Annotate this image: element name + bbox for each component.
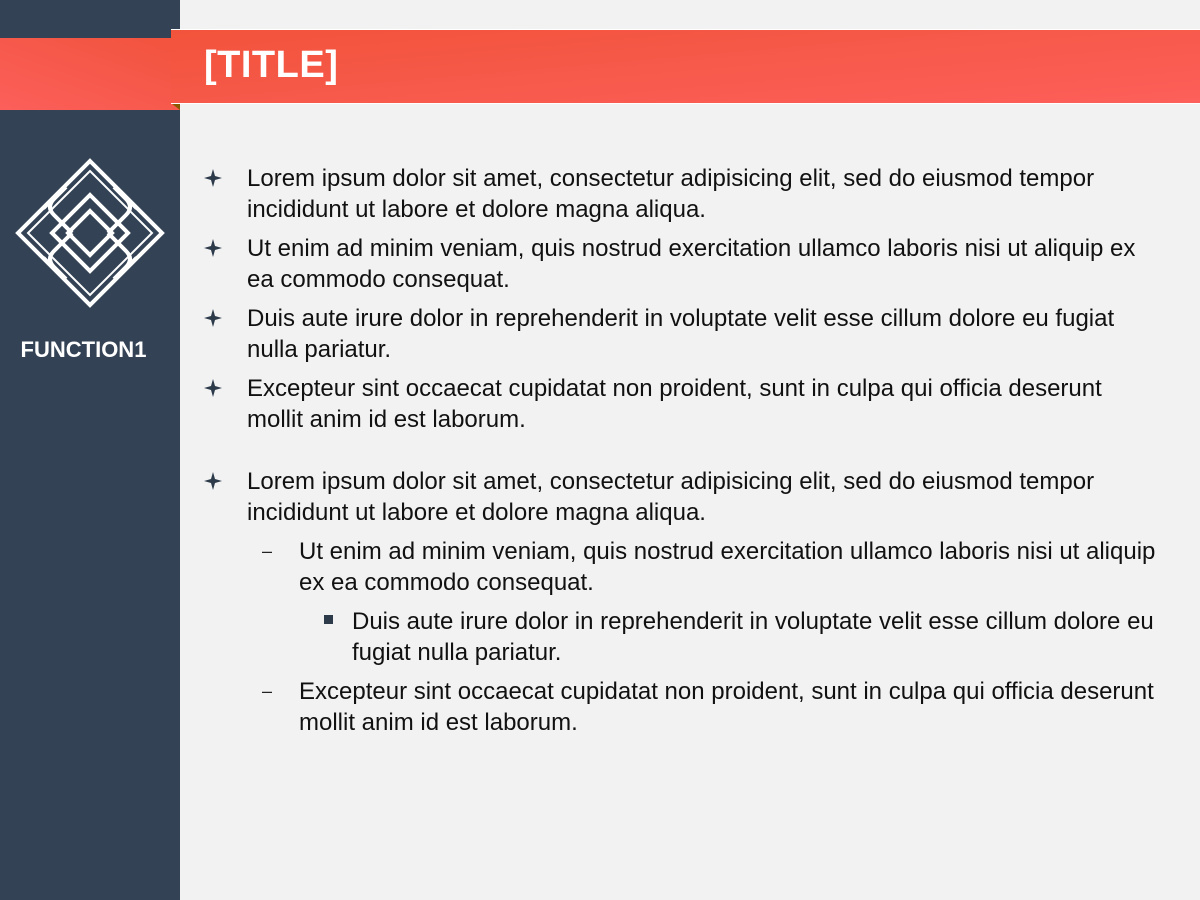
- list-item-text: Lorem ipsum dolor sit amet, consectetur adipisicing elit, sed do eiusmod tempor incididunt ut labore et dolore magna aliqua.: [247, 165, 1095, 223]
- dash-bullet-icon: –: [262, 681, 273, 701]
- star-bullet-icon: [204, 373, 222, 404]
- list-item[interactable]: [200, 466, 1160, 528]
- ribbon-fold: [171, 103, 180, 110]
- bullet-list: [200, 163, 1160, 746]
- sidebar-accent-band: [0, 38, 180, 110]
- list-item-text: Ut enim ad minim veniam, quis nostrud exercitation ullamco laboris nisi ut aliquip ex ea commodo consequat.: [299, 538, 1156, 596]
- star-bullet-icon: [204, 163, 222, 194]
- list-item-text: Excepteur sint occaecat cupidatat non proident, sunt in culpa qui officia deserunt mollit anim id est laborum.: [299, 678, 1154, 736]
- list-item-text: Lorem ipsum dolor sit amet, consectetur adipisicing elit, sed do eiusmod tempor incididunt ut labore et dolore magna aliqua.: [247, 468, 1095, 526]
- dash-bullet-icon: –: [262, 541, 273, 561]
- square-bullet-icon: [324, 615, 333, 624]
- list-item[interactable]: [200, 303, 1160, 365]
- star-bullet-icon: [204, 466, 222, 497]
- list-item-subsub[interactable]: [200, 606, 1160, 668]
- list-item-text: Duis aute irure dolor in reprehenderit in voluptate velit esse cillum dolore eu fugiat nulla pariatur.: [352, 608, 1154, 666]
- list-item[interactable]: [200, 373, 1160, 435]
- list-item-sub[interactable]: [200, 536, 1160, 598]
- list-item[interactable]: [200, 163, 1160, 225]
- sidebar: [0, 0, 180, 900]
- page-title[interactable]: [TITLE]: [204, 44, 339, 86]
- list-item-text: Excepteur sint occaecat cupidatat non proident, sunt in culpa qui officia deserunt mollit anim id est laborum.: [247, 375, 1102, 433]
- list-item-sub[interactable]: [200, 676, 1160, 738]
- list-item-text: Ut enim ad minim veniam, quis nostrud exercitation ullamco laboris nisi ut aliquip ex ea commodo consequat.: [247, 235, 1136, 293]
- function-label: FUNCTION1: [20, 337, 147, 362]
- list-item-text: Duis aute irure dolor in reprehenderit in voluptate velit esse cillum dolore eu fugiat nulla pariatur.: [247, 305, 1115, 363]
- star-bullet-icon: [204, 233, 222, 264]
- star-bullet-icon: [204, 303, 222, 334]
- geometric-diamond-knot-icon: [14, 157, 166, 309]
- title-bar: [171, 30, 1200, 103]
- list-item[interactable]: [200, 233, 1160, 295]
